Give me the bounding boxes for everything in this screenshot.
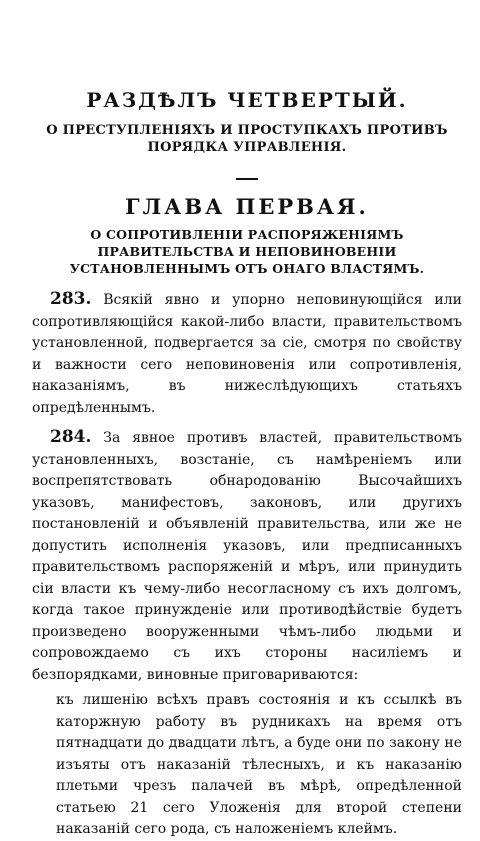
article-284 xyxy=(32,427,462,686)
article-284-punishment: къ лишенію всѣхъ правъ состоянія и къ ссылкѣ въ каторжную работу въ рудникахъ на время отъ пятнадцати до двадцати лѣтъ, а буде они по закону не изъяты отъ наказаній тѣлесныхъ, и къ наказанію плетьми чрезъ палачей въ мѣрѣ, опредѣленной статьею 21 сего Уложенія для второй степени наказаній сего рода, съ наложеніемъ клеймъ. xyxy=(56,692,462,837)
article-number: 284. xyxy=(50,427,92,447)
divider-rule xyxy=(236,178,258,180)
article-text: За явное противъ властей, правительствомъ установленныхъ, возстаніе, съ намѣреніемъ или воспрепятствовать обнародованію Высочайшихъ указовъ, манифестовъ, законовъ, или другихъ постановленій и объявленій правительства, или же не допустить исполненія указовъ, или предписанныхъ правительствомъ распоряженій и мѣръ, или принудить сіи власти къ чему-либо несогласному съ ихъ долгомъ, когда такое принужденіе или противодѣйствіе будетъ произведено вооруженными чѣмъ-либо людьми и сопровождаемо съ ихъ стороны насиліемъ и безпорядками, виновные приговариваются: xyxy=(32,430,463,683)
chapter-subtitle: О СОПРОТИВЛЕНІИ РАСПОРЯЖЕНІЯМЪ ПРАВИТЕЛЬСТВА И НЕПОВИНОВЕНІИ УСТАНОВЛЕННЫМЪ ОТЪ ОНАГО ВЛАСТЯМЪ. xyxy=(69,227,425,276)
article-text: Всякій явно и упорно неповинующійся или сопротивляющійся какой-либо власти, правительствомъ установленной, подвергается за сіе, смотря по свойству и важности сего неповиновенія или сопротивленія, наказаніямъ, въ нижеслѣдующихъ статьяхъ опредѣленнымъ. xyxy=(32,292,462,416)
section-subtitle: О ПРЕСТУПЛЕНІЯХЪ И ПРОСТУПКАХЪ ПРОТИВЪ ПОРЯДКА УПРАВЛЕНІЯ. xyxy=(46,123,448,155)
chapter-title: ГЛАВА ПЕРВАЯ. xyxy=(125,194,369,219)
article-283 xyxy=(32,289,462,419)
section-title: РАЗДѢЛЪ ЧЕТВЕРТЫЙ. xyxy=(86,88,408,112)
article-number: 283. xyxy=(50,289,92,309)
